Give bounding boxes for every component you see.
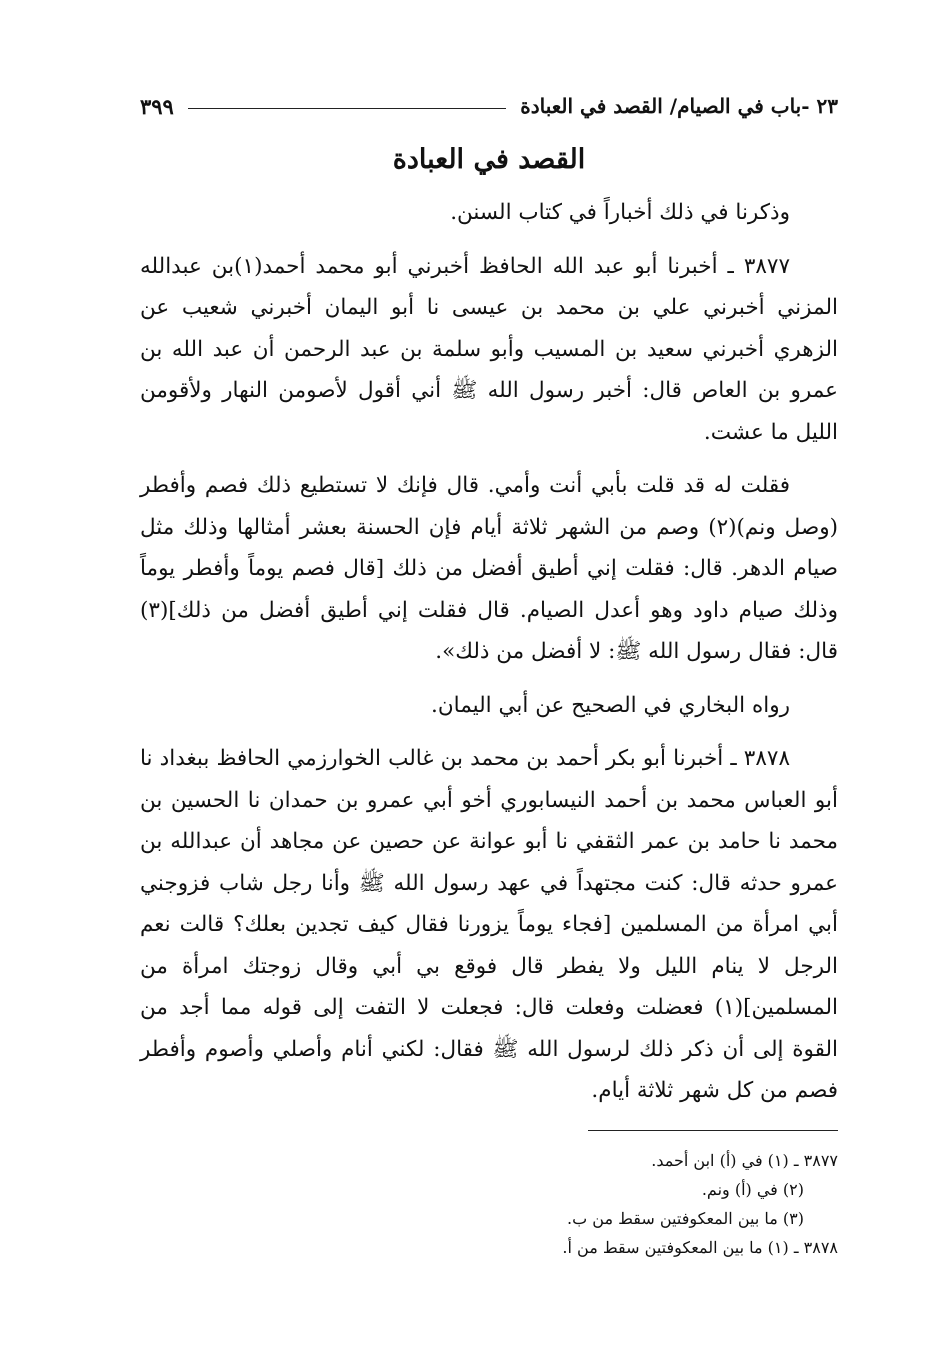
footnote-item: (٣) ما بين المعكوفتين سقط من ب. xyxy=(567,1209,804,1228)
footnote-item: (٢) في (أ) ونم. xyxy=(701,1180,804,1199)
footnotes xyxy=(300,1146,838,1262)
page-number: ٣٩٩ xyxy=(140,93,174,119)
footnote-separator xyxy=(588,1130,838,1131)
header-rule xyxy=(188,108,506,109)
footnote-item: ٣٨٧٨ ـ (١) ما بين المعكوفتين سقط من أ. xyxy=(562,1238,838,1257)
paragraph-hadith-3877: ٣٨٧٧ ـ أخبرنا أبو عبد الله الحافظ أخبرني أبو محمد أحمد(١)بن عبدالله المزني أخبرني علي بن محمد بن عيسى نا أبو اليمان أخبرني شعيب عن الزهري أخبرني سعيد بن المسيب وأبو سلمة بن عبد الرحمن أن عبد الله بن عمرو بن العاص قال: أخبر رسول الله ﷺ أني أقول لأصومن النهار ولأقومن الليل ما عشت. xyxy=(140,253,838,445)
footnote-item: ٣٨٧٧ ـ (١) في (أ) ابن أحمد. xyxy=(651,1151,838,1170)
running-title: ٢٣ -باب في الصيام/ القصد في العبادة xyxy=(520,94,838,118)
paragraph-intro: وذكرنا في ذلك أخباراً في كتاب السنن. xyxy=(450,200,790,225)
paragraph-hadith-3877-continued: فقلت له قد قلت بأبي أنت وأمي. قال فإنك لا تستطيع ذلك فصم وأفطر (وصل ونم)(٢) وصم من الشهر ثلاثة أيام فإن الحسنة بعشر أمثالها وذلك مثل صيام الدهر. قال: فقلت إني أطيق أفضل من ذلك [قال فصم يوماً وأفطر يوماً وذلك صيام داود وهو أعدل الصيام. قال فقلت إني أطيق أفضل من ذلك](٣) قال: فقال رسول الله ﷺ: لا أفضل من ذلك». xyxy=(140,473,838,664)
section-title: القصد في العبادة xyxy=(392,144,586,175)
paragraph-hadith-3878: ٣٨٧٨ ـ أخبرنا أبو بكر أحمد بن محمد بن غالب الخوارزمي الحافظ ببغداد نا أبو العباس محمد بن أحمد النيسابوري أخو أبي عمرو بن حمدان نا الحسين بن محمد نا حامد بن عمر الثقفي نا أبو عوانة عن حصين عن مجاهد أن عبدالله بن عمرو حدثه قال: كنت مجتهداً في عهد رسول الله ﷺ وأنا رجل شاب فزوجني أبي امرأة من المسلمين [فجاء يوماً يزورنا فقال كيف تجدين بعلك؟ قالت نعم الرجل لا ينام الليل ولا يفطر قال فوقع بي أبي وقال زوجتك امرأة من المسلمين](١) فعضلت وفعلت قال: فجعلت لا التفت إلى قوله مما أجد من القوة إلى أن ذكر ذلك لرسول الله ﷺ فقال: لكني أنام وأصلي وأصوم وأفطر فصم من كل شهر ثلاثة أيام. xyxy=(140,746,838,1103)
page-header xyxy=(140,86,838,126)
paragraph-narration-note: رواه البخاري في الصحيح عن أبي اليمان. xyxy=(431,692,790,718)
page-body xyxy=(140,138,838,1124)
